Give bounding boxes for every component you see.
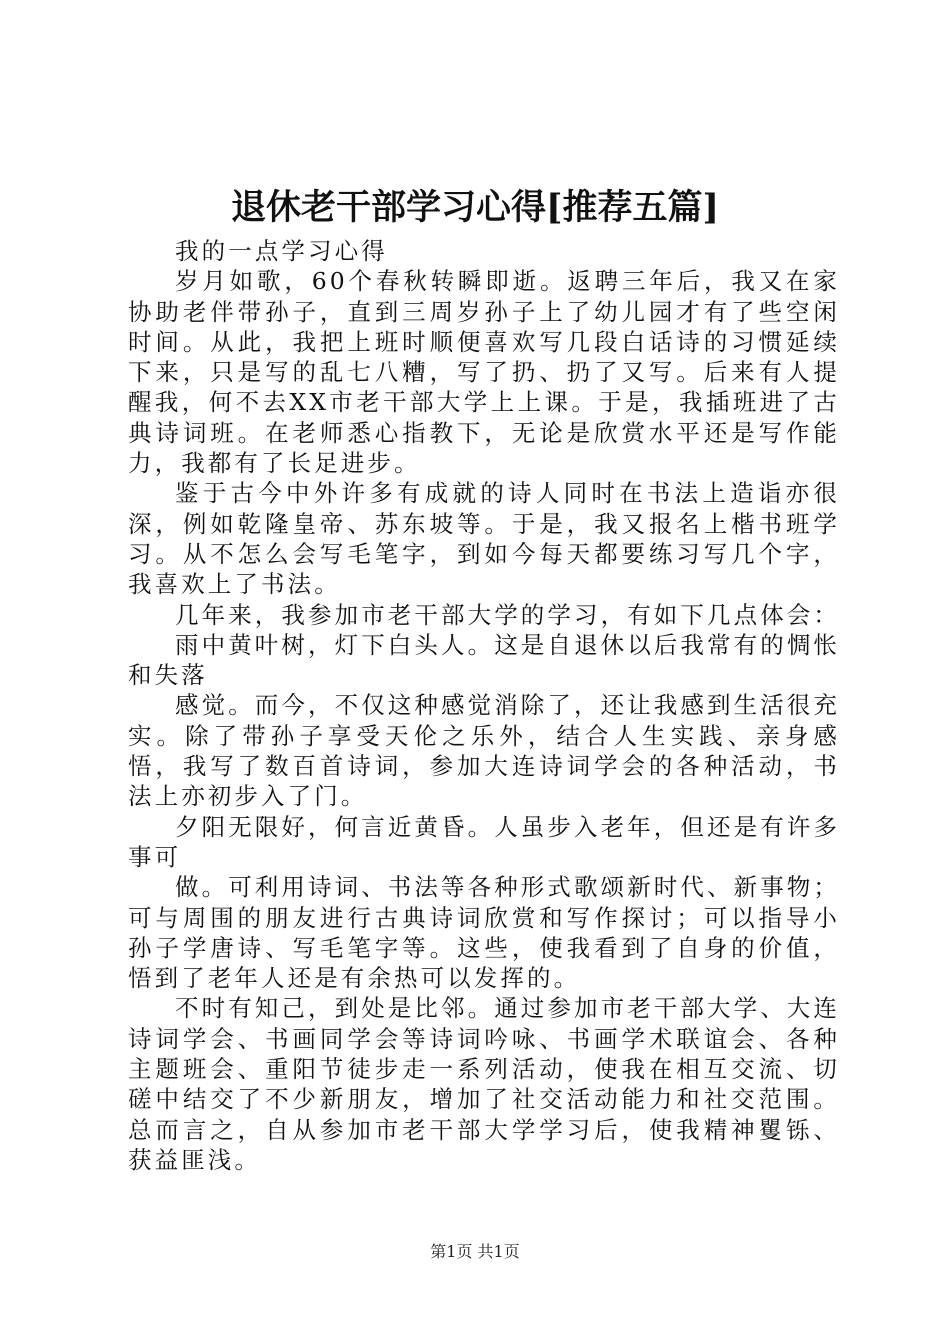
body-paragraph: 雨中黄叶树，灯下白头人。这是自退休以后我常有的惆怅和失落	[128, 630, 840, 690]
body-paragraph: 夕阳无限好，何言近黄昏。人虽步入老年，但还是有许多事可	[128, 812, 840, 871]
body-paragraph: 鉴于古今中外许多有成就的诗人同时在书法上造诣亦很深，例如乾隆皇帝、苏东坡等。于是，我又报名上楷书班学习。从不怎么会写毛笔字，到如今每天都要练习写几个字，我喜欢上了书法。	[128, 479, 840, 599]
body-paragraph: 做。可利用诗词、书法等各种形式歌颂新时代、新事物；可与周围的朋友进行古典诗词欣赏和写作探讨；可以指导小孙子学唐诗、写毛笔字等。这些，使我看到了自身的价值，悟到了老年人还是有余热可以发挥的。	[128, 873, 840, 993]
subtitle-paragraph: 我的一点学习心得	[175, 237, 388, 265]
document-body	[128, 236, 840, 1175]
page-number-footer: 第1页 共1页	[430, 1242, 520, 1261]
body-paragraph: 岁月如歌，60个春秋转瞬即逝。返聘三年后，我又在家协助老伴带孙子，直到三周岁孙子上了幼儿园才有了些空闲时间。从此，我把上班时顺便喜欢写几段白话诗的习惯延续下来，只是写的乱七八糟，写了扔、扔了又写。后来有人提醒我，何不去XX市老干部大学上上课。于是，我插班进了古典诗词班。在老师悉心指教下，无论是欣赏水平还是写作能力，我都有了长足进步。	[128, 267, 840, 478]
body-paragraph: 几年来，我参加市老干部大学的学习，有如下几点体会：	[175, 600, 840, 629]
document-title: 退休老干部学习心得[推荐五篇]	[230, 187, 720, 228]
body-paragraph: 感觉。而今，不仅这种感觉消除了，还让我感到生活很充实。除了带孙子享受天伦之乐外，结合人生实践、亲身感悟，我写了数百首诗词，参加大连诗词学会的各种活动，书法上亦初步入了门。	[128, 691, 840, 811]
body-paragraph: 不时有知己，到处是比邻。通过参加市老干部大学、大连诗词学会、书画同学会等诗词吟咏、书画学术联谊会、各种主题班会、重阳节徒步走一系列活动，使我在相互交流、切磋中结交了不少新朋友，增加了社交活动能力和社交范围。总而言之，自从参加市老干部大学学习后，使我精神矍铄、获益匪浅。	[128, 994, 840, 1174]
